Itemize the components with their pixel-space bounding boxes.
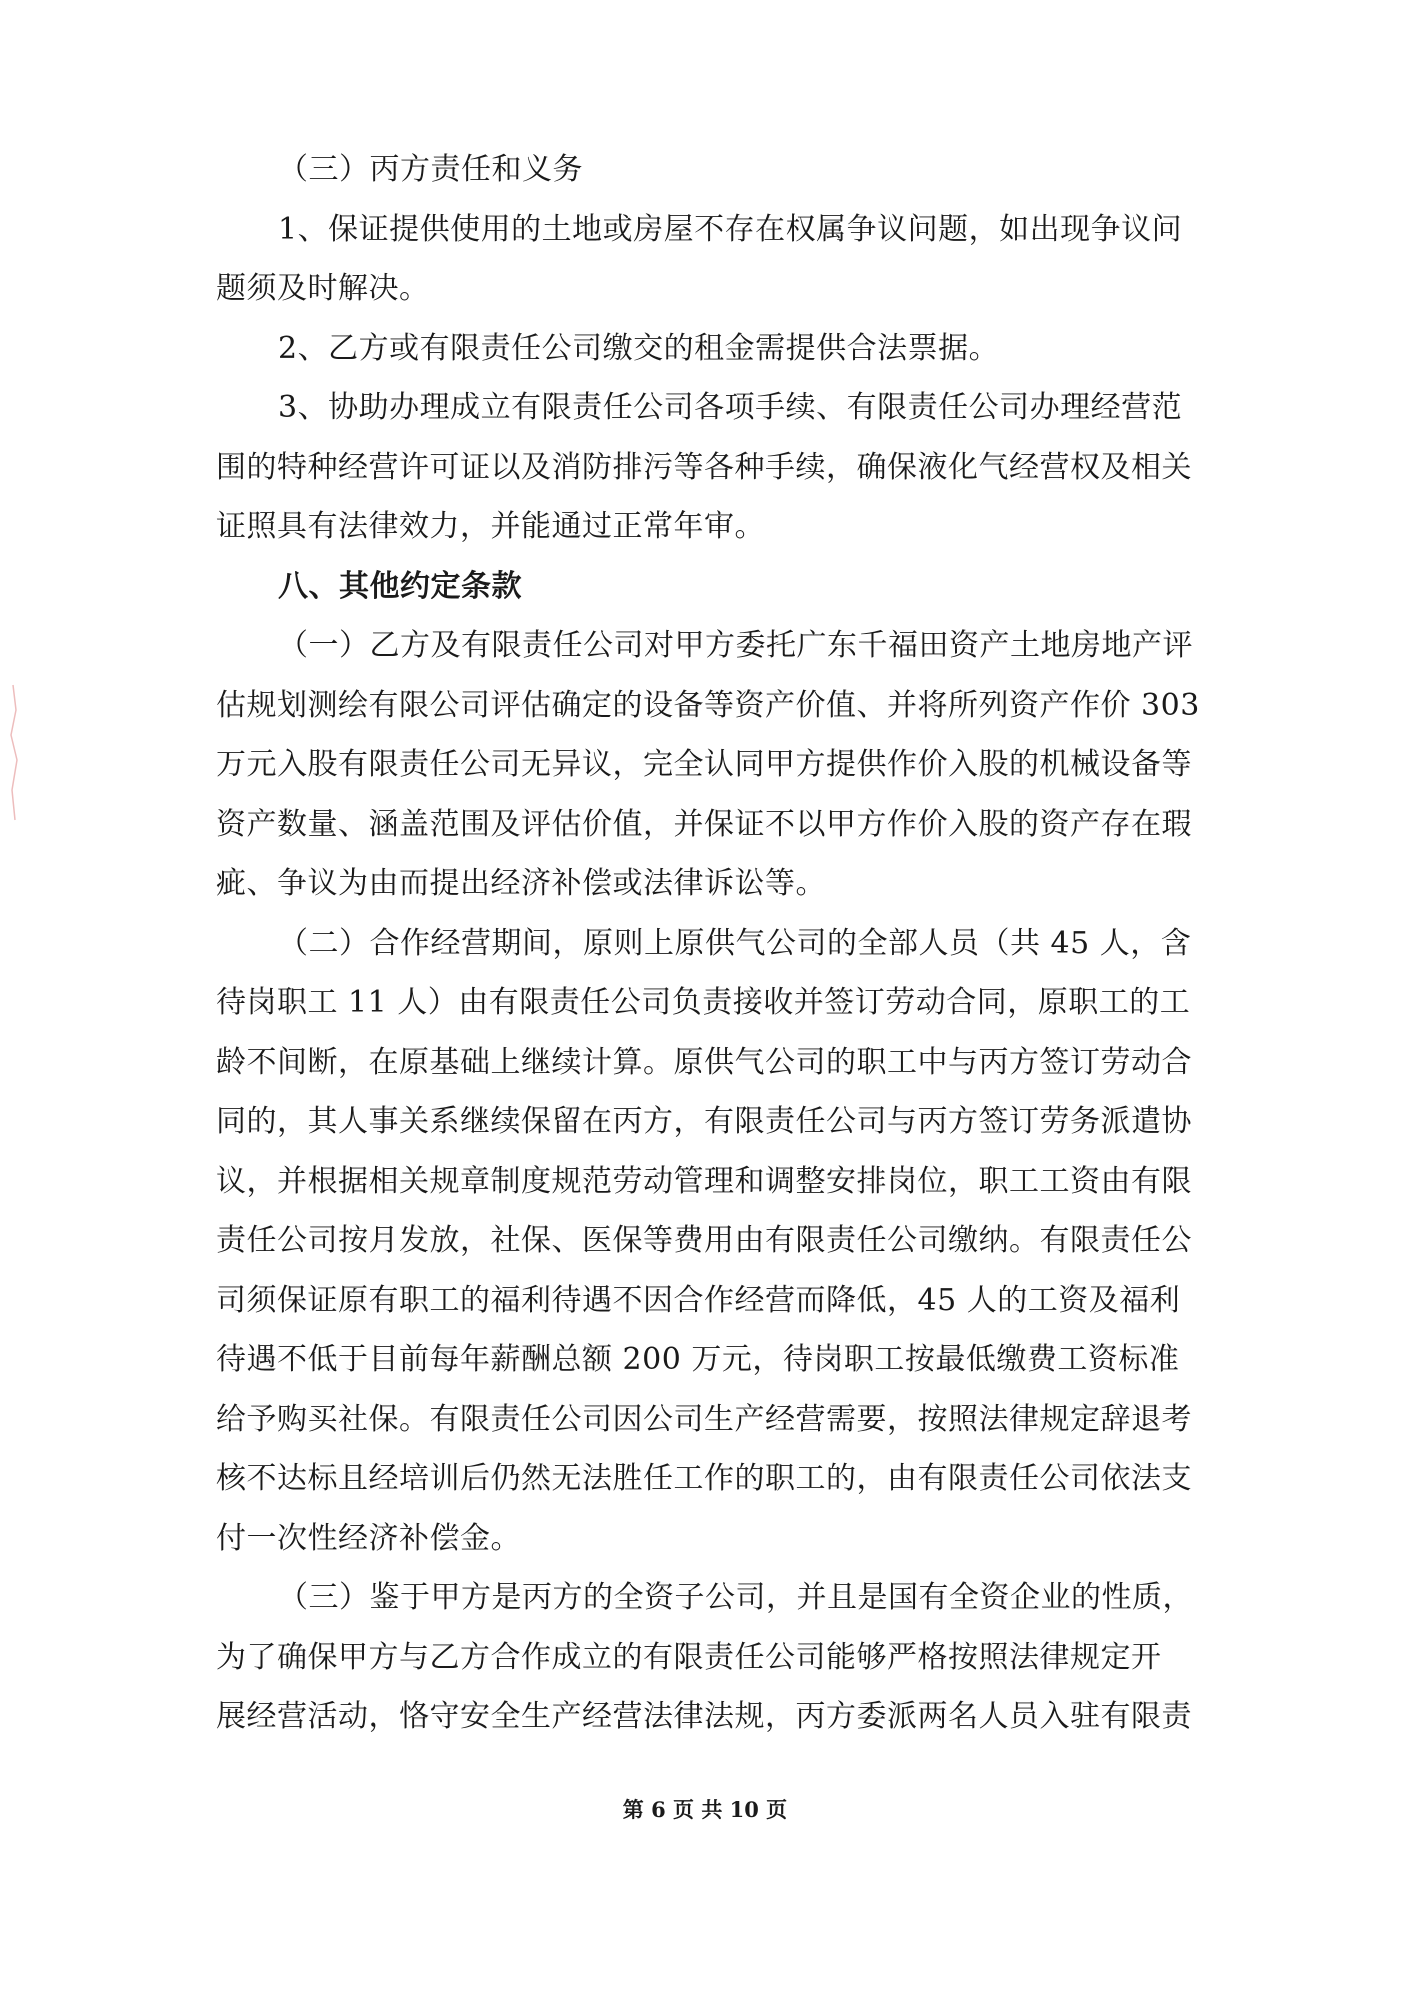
section-heading-other-terms: 八、其他约定条款 [278, 568, 522, 604]
paragraph-line: 资产数量、涵盖范围及评估价值，并保证不以甲方作价入股的资产存在瑕 [216, 806, 1192, 842]
page-number-footer: 第 6 页 共 10 页 [622, 1797, 788, 1822]
paragraph-line: 1、保证提供使用的土地或房屋不存在权属争议问题，如出现争议问 [278, 211, 1183, 247]
paragraph-line: 待岗职工 11 人）由有限责任公司负责接收并签订劳动合同，原职工的工 [216, 985, 1191, 1020]
paragraph-line: 围的特种经营许可证以及消防排污等各种手续，确保液化气经营权及相关 [216, 449, 1192, 485]
paragraph-line: 疵、争议为由而提出经济补偿或法律诉讼等。 [216, 866, 826, 901]
document-body [216, 140, 1226, 1747]
paragraph-line: 2、乙方或有限责任公司缴交的租金需提供合法票据。 [278, 330, 1000, 366]
paragraph-line: 付一次性经济补偿金。 [216, 1520, 521, 1556]
paragraph-line: 龄不间断，在原基础上继续计算。原供气公司的职工中与丙方签订劳动合 [216, 1044, 1192, 1080]
paragraph-line: 待遇不低于目前每年薪酬总额 200 万元，待岗职工按最低缴费工资标准 [216, 1342, 1180, 1377]
paragraph-line: （三）鉴于甲方是丙方的全资子公司，并且是国有全资企业的性质， [278, 1580, 1193, 1615]
section-heading-party-c-duties: （三）丙方责任和义务 [278, 152, 583, 187]
paragraph-line: 责任公司按月发放，社保、医保等费用由有限责任公司缴纳。有限责任公 [216, 1223, 1192, 1258]
paragraph-line: 展经营活动，恪守安全生产经营法律法规，丙方委派两名人员入驻有限责 [216, 1699, 1192, 1734]
paragraph-line: （二）合作经营期间，原则上原供气公司的全部人员（共 45 人，含 [278, 925, 1192, 961]
paragraph-line: 核不达标且经培训后仍然无法胜任工作的职工的，由有限责任公司依法支 [216, 1461, 1192, 1496]
paragraph-line: 议，并根据相关规章制度规范劳动管理和调整安排岗位，职工工资由有限 [216, 1163, 1192, 1199]
paragraph-line: 万元入股有限责任公司无异议，完全认同甲方提供作价入股的机械设备等 [216, 747, 1192, 782]
paragraph-line: 题须及时解决。 [216, 271, 430, 306]
paragraph-line: 3、协助办理成立有限责任公司各项手续、有限责任公司办理经营范 [278, 390, 1183, 425]
paragraph-line: 给予购买社保。有限责任公司因公司生产经营需要，按照法律规定辞退考 [216, 1401, 1192, 1437]
paragraph-line: （一）乙方及有限责任公司对甲方委托广东千福田资产土地房地产评 [278, 628, 1193, 663]
binding-stamp-mark [4, 680, 22, 830]
paragraph-line: 司须保证原有职工的福利待遇不因合作经营而降低，45 人的工资及福利 [216, 1282, 1181, 1318]
paragraph-line: 为了确保甲方与乙方合作成立的有限责任公司能够严格按照法律规定开 [216, 1639, 1162, 1675]
paragraph-line: 同的，其人事关系继续保留在丙方，有限责任公司与丙方签订劳务派遣协 [216, 1104, 1192, 1139]
paragraph-line: 估规划测绘有限公司评估确定的设备等资产价值、并将所列资产作价 303 [216, 687, 1200, 723]
paragraph-line: 证照具有法律效力，并能通过正常年审。 [216, 509, 765, 544]
